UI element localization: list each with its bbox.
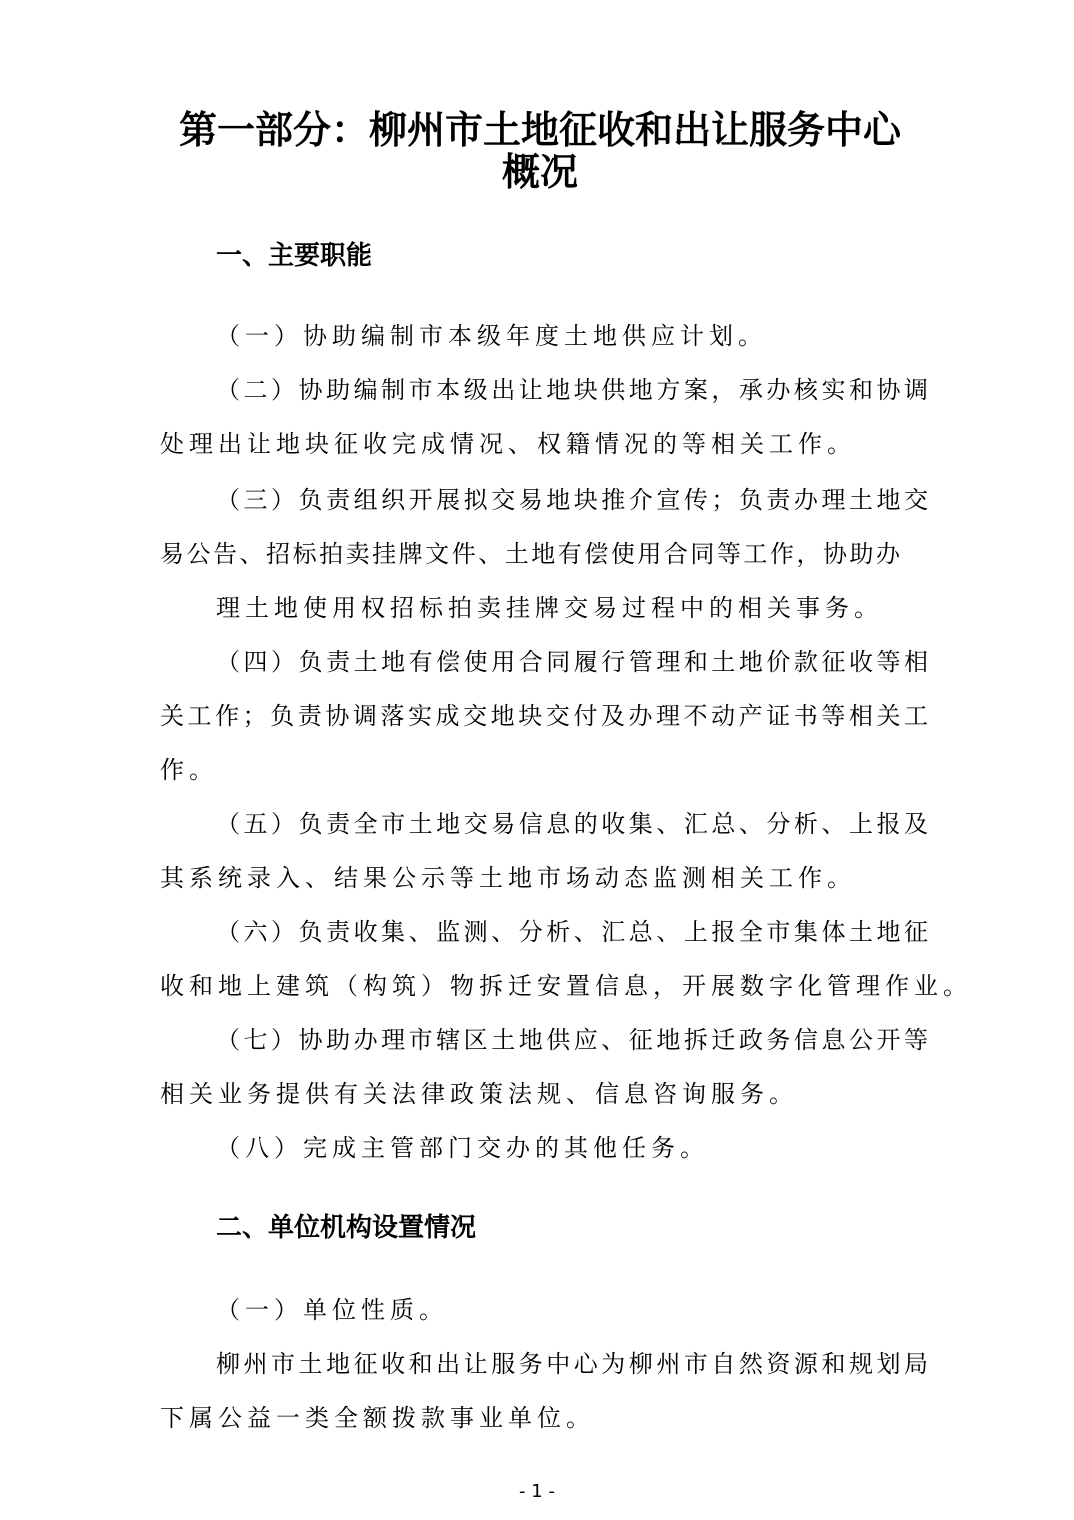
paragraph-line: 处理出让地块征收完成情况、权籍情况的等相关工作。 xyxy=(160,430,856,458)
paragraph-line: 收和地上建筑（构筑）物拆迁安置信息，开展数字化管理作业。 xyxy=(160,972,972,1000)
section-heading-organization: 二、单位机构设置情况 xyxy=(216,1213,477,1243)
paragraph-line: （六）负责收集、监测、分析、汇总、上报全市集体土地征 xyxy=(216,918,928,946)
page-title-line-2: 概况 xyxy=(501,150,578,194)
paragraph-line: （五）负责全市土地交易信息的收集、汇总、分析、上报及 xyxy=(216,810,928,838)
paragraph-line: （八）完成主管部门交办的其他任务。 xyxy=(216,1134,709,1162)
paragraph-line: 下属公益一类全额拨款事业单位。 xyxy=(160,1404,595,1432)
paragraph-line: 其系统录入、结果公示等土地市场动态监测相关工作。 xyxy=(160,864,856,892)
paragraph-line: 作。 xyxy=(160,756,218,784)
paragraph-line: （二）协助编制市本级出让地块供地方案，承办核实和协调 xyxy=(216,376,928,404)
page-number: - 1 - xyxy=(519,1481,555,1502)
paragraph-line: 关工作；负责协调落实成交地块交付及办理不动产证书等相关工 xyxy=(160,702,928,730)
paragraph-line: 相关业务提供有关法律政策法规、信息咨询服务。 xyxy=(160,1080,798,1108)
paragraph-line: （三）负责组织开展拟交易地块推介宣传；负责办理土地交 xyxy=(216,486,928,514)
paragraph-line: （七）协助办理市辖区土地供应、征地拆迁政务信息公开等 xyxy=(216,1026,928,1054)
paragraph-line: 柳州市土地征收和出让服务中心为柳州市自然资源和规划局 xyxy=(216,1350,928,1378)
paragraph-line: （一）协助编制市本级年度土地供应计划。 xyxy=(216,322,767,350)
section-heading-main-functions: 一、主要职能 xyxy=(216,241,373,271)
paragraph-line: 易公告、招标拍卖挂牌文件、土地有偿使用合同等工作，协助办 xyxy=(160,540,900,568)
paragraph-line: （一）单位性质。 xyxy=(216,1296,448,1324)
page-title-line-1: 第一部分：柳州市土地征收和出让服务中心 xyxy=(178,108,901,152)
paragraph-line: 理土地使用权招标拍卖挂牌交易过程中的相关事务。 xyxy=(216,594,883,622)
paragraph-line: （四）负责土地有偿使用合同履行管理和土地价款征收等相 xyxy=(216,648,928,676)
